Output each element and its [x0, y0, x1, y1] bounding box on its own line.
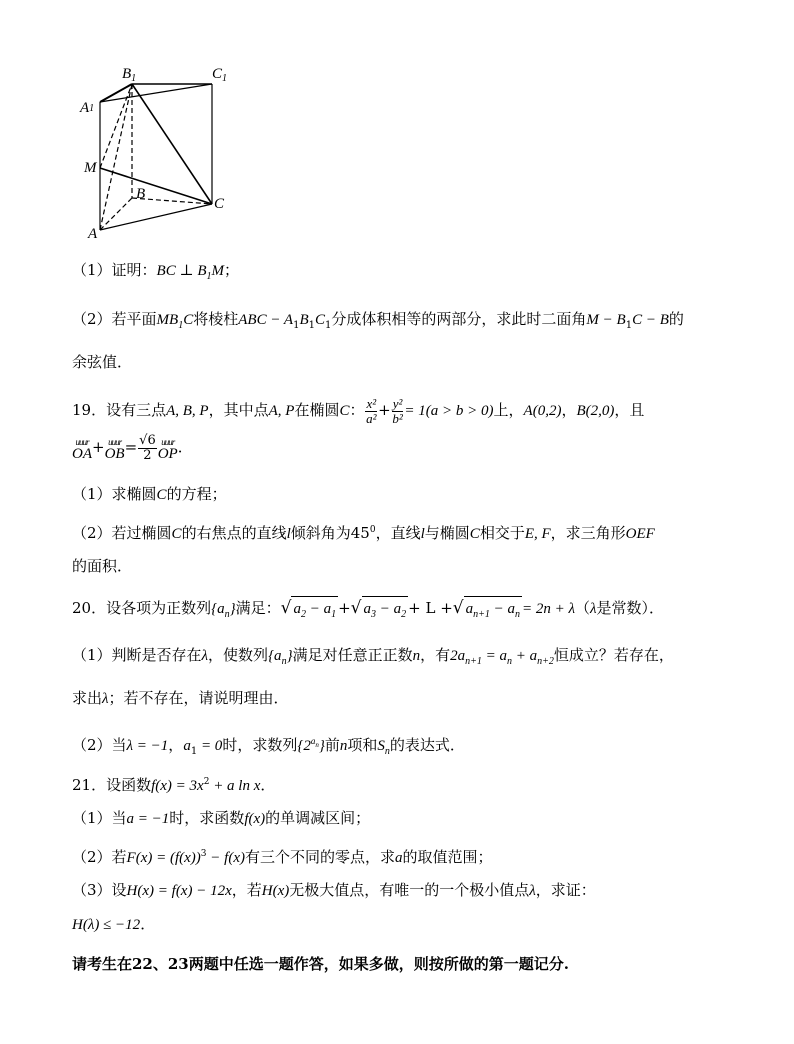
q21-part3: （3）设H(x) = f(x) − 12x，若H(x)无极大值点，有唯一的一个极小值点λ，求证：: [72, 881, 596, 899]
label-M: M: [84, 160, 97, 176]
q20-part1-cont: 求出λ；若不存在，请说明理由．: [72, 689, 289, 707]
q20-stem: 20．设各项为正数列$\{a_n\}$满足：√ $a_2 - a_1$ +√ $a_3 - a_2 + L$ +√ $a_{n+1} - a_n = 2n + \lambda(\lambda$是常数）．: [72, 596, 664, 627]
q19-part2-cont: 的面积．: [72, 557, 133, 575]
q19-vector-eq: uuur OA+ uuur OB= $\frac{√6}{2}$ uuur OP．: [72, 432, 193, 463]
q21-part3-cont: H(λ) ≤ −12．: [72, 915, 156, 933]
label-C: C: [214, 196, 225, 212]
label-B1: $B_1$: [122, 66, 137, 84]
label-C1: $C_1$: [212, 66, 228, 84]
label-B: B: [136, 186, 146, 202]
q21-part1: （1）当a = −1时，求函数f(x)的单调减区间；: [72, 809, 371, 827]
elective-note: 请考生在22、23两题中任选一题作答，如果多做，则按所做的第一题记分.: [72, 955, 569, 973]
prism-figure: [74, 58, 244, 248]
label-A: A: [88, 226, 98, 242]
q18-part2: （2）若平面$MB_1C$将棱柱ABC − $A_1B_1C_1$分成体积相等的两部分，求此时二面角$M - B_1C - B$的: [72, 310, 684, 331]
q21-part2: （2）若$F(x) = (f(x))^3 - f(x)$有三个不同的零点，求a的取值范围；: [72, 848, 493, 866]
q18-part2-cont: 余弦值．: [72, 353, 133, 371]
q18-part1: （1）证明：BC ⊥ $B_1M$；: [72, 261, 239, 282]
label-A1: A1: [80, 100, 95, 116]
q19-part2: （2）若过椭圆C的右焦点的直线l倾斜角为$45^0$，直线l与椭圆C相交于E, F，求三角形OEF: [72, 524, 655, 542]
q19-part1: （1）求椭圆C的方程；: [72, 485, 227, 503]
q21-stem: 21．设函数$f(x) = 3x^2 + a$ ln x．: [72, 776, 276, 794]
q19-stem: 19．设有三点A, B, P，其中点A, P在椭圆C： $\frac{\text{x²}}{\text{a²}}$ + $\frac{\text{y²}}{\text{b²}}$ = 1(a > b > 0)上，A(0,2)，B(2,0)，且: [72, 395, 645, 426]
q20-part2: （2）当λ = −1，$a_1 = 0$时，求数列$\{2^{a_n}\}$前n项和$S_n$的表达式．: [72, 736, 465, 757]
q20-part1: （1）判断是否存在λ，使数列$\{a_n\}$满足对任意正正数n，有$2a_{n+1} = a_n + a_{n+2}$恒成立？若存在，: [72, 646, 674, 667]
